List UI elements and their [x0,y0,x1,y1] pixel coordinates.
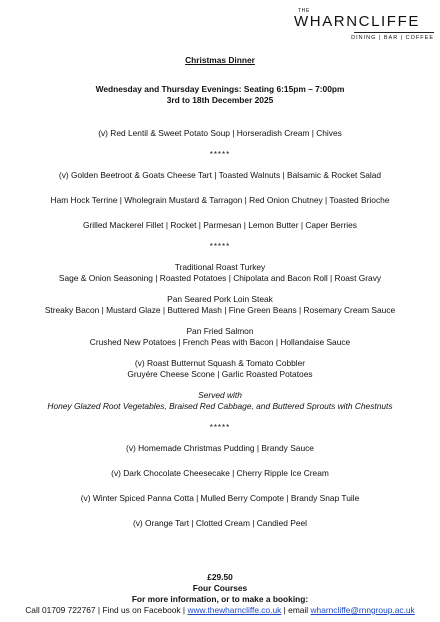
served-with-label: Served with [198,390,242,400]
logo-tagline: DINING | BAR | COFFEE [351,35,434,41]
course-separator: ***** [209,423,231,432]
dessert-item: (v) Dark Chocolate Cheesecake | Cherry Ripple Ice Cream [111,468,329,478]
dessert-item: (v) Winter Spiced Panna Cotta | Mulled Berry Compote | Brandy Snap Tuile [80,493,360,503]
contact-line [0,605,440,616]
menu-dates: 3rd to 18th December 2025 [166,95,274,105]
starter-item: Grilled Mackerel Fillet | Rocket | Parmesan | Lemon Butter | Caper Berries [82,220,357,230]
course-separator: ***** [209,150,231,159]
menu-footer [0,572,440,616]
website-link[interactable]: www.thewharncliffe.co.uk [187,605,282,615]
starter-item: (v) Golden Beetroot & Goats Cheese Tart | Toasted Walnuts | Balsamic & Rocket Salad [58,170,382,180]
menu-courses: Four Courses [192,583,248,593]
main-name: Traditional Roast Turkey [174,262,266,272]
logo-the: THE [298,8,310,14]
main-detail: Sage & Onion Seasoning | Roasted Potatoes | Chipolata and Bacon Roll | Roast Gravy [58,273,382,283]
main-detail: Crushed New Potatoes | French Peas with Bacon | Hollandaise Sauce [89,337,351,347]
email-link[interactable]: wharncliffe@rnngroup.ac.uk [310,605,415,615]
main-detail: Streaky Bacon | Mustard Glaze | Buttered Mash | Fine Green Beans | Rosemary Cream Sauce [44,305,396,315]
main-name: Pan Seared Pork Loin Steak [167,294,273,304]
contact-prefix: Call 01709 722767 | Find us on Facebook | [25,605,188,615]
starter-item: Ham Hock Terrine | Wholegrain Mustard & Tarragon | Red Onion Chutney | Toasted Brioche [50,195,390,205]
wharncliffe-logo [294,8,434,42]
booking-info: For more information, or to make a booking: [131,594,309,604]
main-name: Pan Fried Salmon [186,326,254,336]
main-name: (v) Roast Butternut Squash & Tomato Cobbler [134,358,306,368]
logo-rule [354,32,434,33]
menu-body [0,55,440,529]
dessert-item: (v) Orange Tart | Clotted Cream | Candied Peel [132,518,308,528]
menu-price: £29.50 [207,572,233,582]
served-with-items: Honey Glazed Root Vegetables, Braised Red Cabbage, and Buttered Sprouts with Chestnuts [47,401,393,411]
dessert-item: (v) Homemade Christmas Pudding | Brandy Sauce [126,443,314,453]
menu-schedule: Wednesday and Thursday Evenings: Seating 6:15pm – 7:00pm [95,84,345,94]
main-detail: Gruyére Cheese Scone | Garlic Roasted Potatoes [127,369,313,379]
course-separator: ***** [209,242,231,251]
logo-name: WHARNCLIFFE [294,13,420,30]
menu-title: Christmas Dinner [185,55,255,65]
starter-item: (v) Red Lentil & Sweet Potato Soup | Horseradish Cream | Chives [98,128,342,138]
email-prefix: | email [281,605,311,615]
